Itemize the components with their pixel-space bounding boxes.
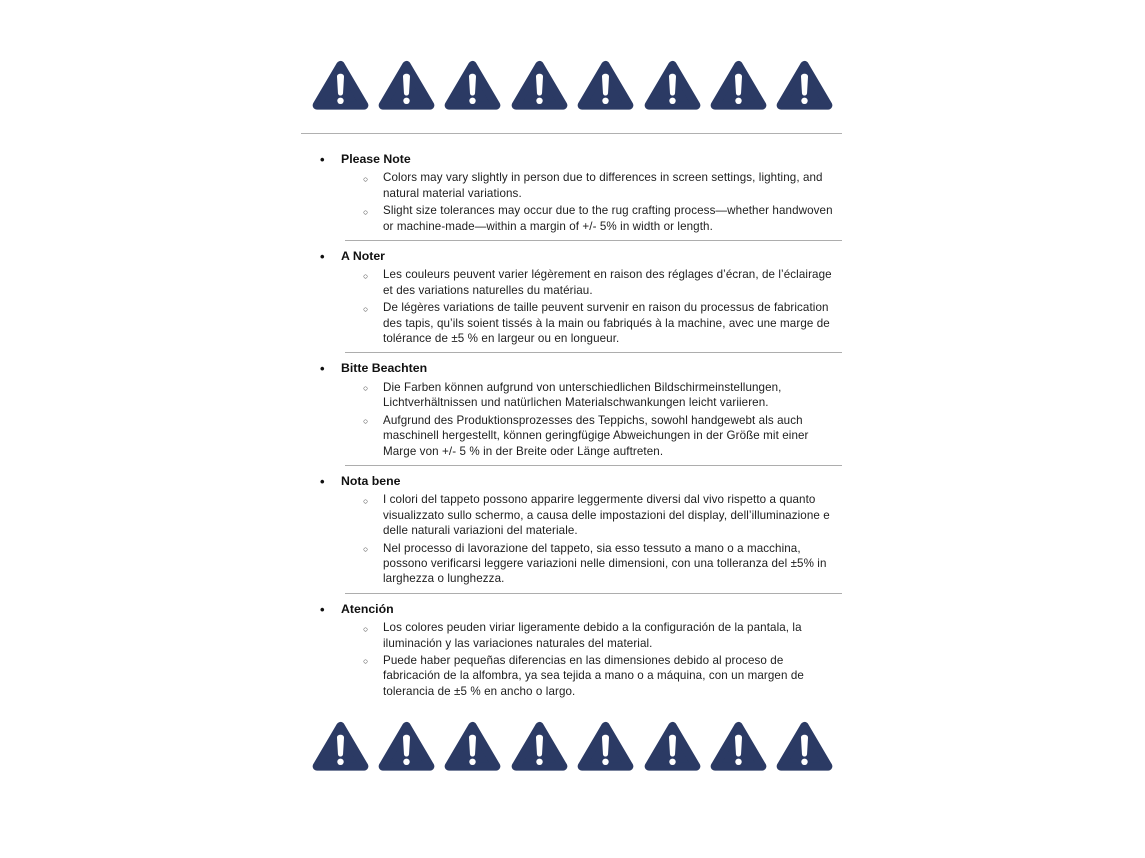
section-divider <box>345 465 842 466</box>
list-item <box>301 380 844 411</box>
list-item-text: Die Farben können aufgrund von unterschiedlichen Bildschirmeinstellungen, Lichtverhältnissen und natürlichen Materialschwankungen leicht variieren. <box>383 380 782 410</box>
section-heading <box>301 361 844 376</box>
list-item-text: De légères variations de taille peuvent survenir en raison du processus de fabrication des tapis, qu’ils soient tissés à la main ou fabriqués à la machine, avec une marge de tolérance de ±5 % en largeur ou en longueur. <box>383 301 830 346</box>
warning-triangle-icon <box>644 60 701 111</box>
section-heading-label: Atención <box>341 601 394 616</box>
warning-triangle-icon <box>511 721 568 772</box>
section-heading-label: Bitte Beachten <box>341 361 428 376</box>
list-item <box>301 203 844 234</box>
list-item-text: I colori del tappeto possono apparire leggermente diversi dal vivo rispetto a quanto visualizzato sullo schermo, a causa delle impostazioni del display, dell’illuminazione e delle naturali variazioni del materiale. <box>383 493 830 538</box>
warning-row-top <box>312 60 834 111</box>
list-item <box>301 620 844 651</box>
warning-triangle-icon <box>710 60 767 111</box>
warning-triangle-icon <box>378 721 435 772</box>
list-item <box>301 413 844 459</box>
document-page <box>301 0 844 772</box>
list-item <box>301 653 844 699</box>
warning-triangle-icon <box>378 60 435 111</box>
section-divider <box>345 240 842 241</box>
warning-triangle-icon <box>511 60 568 111</box>
section-divider <box>345 352 842 353</box>
section-heading-label: A Noter <box>341 249 385 264</box>
warning-triangle-icon <box>644 721 701 772</box>
list-item <box>301 300 844 346</box>
note-section-english <box>301 152 844 234</box>
warning-triangle-icon <box>710 721 767 772</box>
warning-triangle-icon <box>776 60 833 111</box>
section-divider <box>345 593 842 594</box>
list-item-text: Aufgrund des Produktionsprozesses des Teppichs, sowohl handgewebt als auch maschinell hergestellt, können geringfügige Abweichungen in der Größe mit einer Marge von +/- 5 % in der Breite oder Länge auftreten. <box>383 413 809 458</box>
section-heading-label: Please Note <box>341 152 411 166</box>
top-divider <box>301 133 842 134</box>
list-item <box>301 492 844 538</box>
warning-triangle-icon <box>577 60 634 111</box>
list-item-text: Nel processo di lavorazione del tappeto, sia esso tessuto a mano o a macchina, possono verificarsi leggere variazioni nelle dimensioni, con una tolleranza del ±5% in larghezza o lunghezza. <box>383 541 827 586</box>
warning-triangle-icon <box>312 721 369 772</box>
warning-triangle-icon <box>776 721 833 772</box>
warning-triangle-icon <box>444 721 501 772</box>
warning-triangle-icon <box>577 721 634 772</box>
warning-triangle-icon <box>444 60 501 111</box>
list-item-text: Los colores peuden viriar ligeramente debido a la configuración de la pantala, la iluminación y las variaciones naturales del material. <box>383 621 802 650</box>
list-item-text: Slight size tolerances may occur due to the rug crafting process—whether handwoven or machine-made—within a margin of +/- 5% in width or length. <box>383 204 833 233</box>
notes-list <box>301 152 844 699</box>
section-heading <box>301 249 844 264</box>
list-item <box>301 170 844 201</box>
list-item <box>301 541 844 587</box>
section-heading-label: Nota bene <box>341 473 401 488</box>
list-item <box>301 267 844 298</box>
list-item-text: Les couleurs peuvent varier légèrement en raison des réglages d’écran, de l’éclairage et des variations naturelles du matériau. <box>383 268 832 297</box>
section-heading <box>301 474 844 489</box>
note-section-spanish <box>301 602 844 699</box>
list-item-text: Puede haber pequeñas diferencias en las dimensiones debido al proceso de fabricación de la alfombra, ya sea tejida a mano o a máquina, con un margen de tolerancia de ±5 % en ancho o largo. <box>383 653 804 698</box>
note-section-french <box>301 249 844 346</box>
section-heading <box>301 152 844 167</box>
list-item-text: Colors may vary slightly in person due to differences in screen settings, lighting, and natural material variations. <box>383 171 823 200</box>
note-section-german <box>301 361 844 458</box>
warning-triangle-icon <box>312 60 369 111</box>
warning-row-bottom <box>312 721 834 772</box>
note-section-italian <box>301 474 844 587</box>
section-heading <box>301 602 844 617</box>
